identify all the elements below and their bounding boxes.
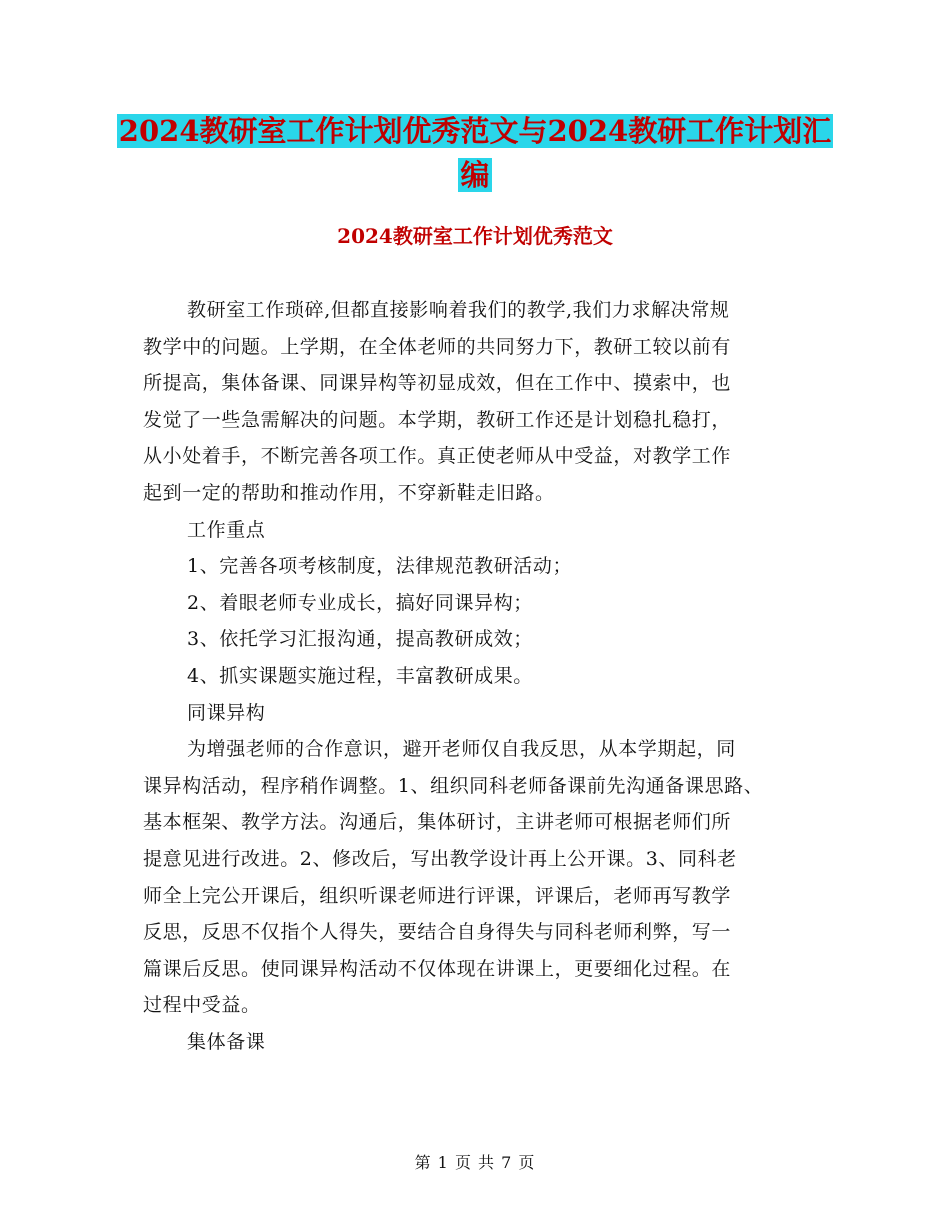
document-title-line-1: 2024教研室工作计划优秀范文与2024教研工作计划汇 (118, 114, 832, 148)
text-line: 反思，反思不仅指个人得失，要结合自身得失与同科老师利弊，写一 (143, 921, 732, 944)
text-line: 过程中受益。 (143, 994, 261, 1017)
text-line: 师全上完公开课后，组织听课老师进行评课，评课后，老师再写教学 (143, 884, 732, 907)
text-line: 2、着眼老师专业成长，搞好同课异构； (187, 591, 533, 614)
text-line: 集体备课 (187, 1030, 266, 1053)
document-body (143, 292, 808, 1060)
text-line: 3、依托学习汇报沟通，提高教研成效； (187, 628, 533, 651)
text-line: 发觉了一些急需解决的问题。本学期，教研工作还是计划稳扎稳打， (143, 408, 732, 431)
text-line: 教研室工作琐碎,但都直接影响着我们的教学,我们力求解决常规 (187, 299, 730, 321)
text-line: 提意见进行改进。2、修改后，写出教学设计再上公开课。3、同科老 (143, 847, 737, 870)
text-line: 工作重点 (187, 518, 266, 541)
text-line: 所提高，集体备课、同课异构等初显成效，但在工作中、摸索中，也 (143, 372, 732, 395)
text-line: 1、完善各项考核制度，法律规范教研活动； (187, 555, 573, 578)
text-line: 课异构活动，程序稍作调整。1、组织同科老师备课前先沟通备课思路、 (143, 774, 764, 797)
text-line: 教学中的问题。上学期，在全体老师的共同努力下，教研工较以前有 (143, 335, 732, 358)
document-title-line-2: 编 (460, 158, 490, 192)
section-heading: 2024教研室工作计划优秀范文 (337, 224, 613, 248)
text-line: 为增强老师的合作意识，避开老师仅自我反思，从本学期起，同 (187, 738, 736, 761)
text-line: 4、抓实课题实施过程，丰富教研成果。 (187, 664, 533, 687)
text-line: 基本框架、教学方法。沟通后，集体研讨，主讲老师可根据老师们所 (143, 811, 732, 834)
text-line: 同课异构 (187, 701, 266, 724)
text-line: 起到一定的帮助和推动作用，不穿新鞋走旧路。 (143, 481, 555, 504)
text-line: 篇课后反思。使同课异构活动不仅体现在讲课上，更要细化过程。在 (143, 957, 732, 980)
page-footer: 第 1 页 共 7 页 (414, 1153, 536, 1172)
text-line: 从小处着手，不断完善各项工作。真正使老师从中受益，对教学工作 (143, 445, 732, 468)
